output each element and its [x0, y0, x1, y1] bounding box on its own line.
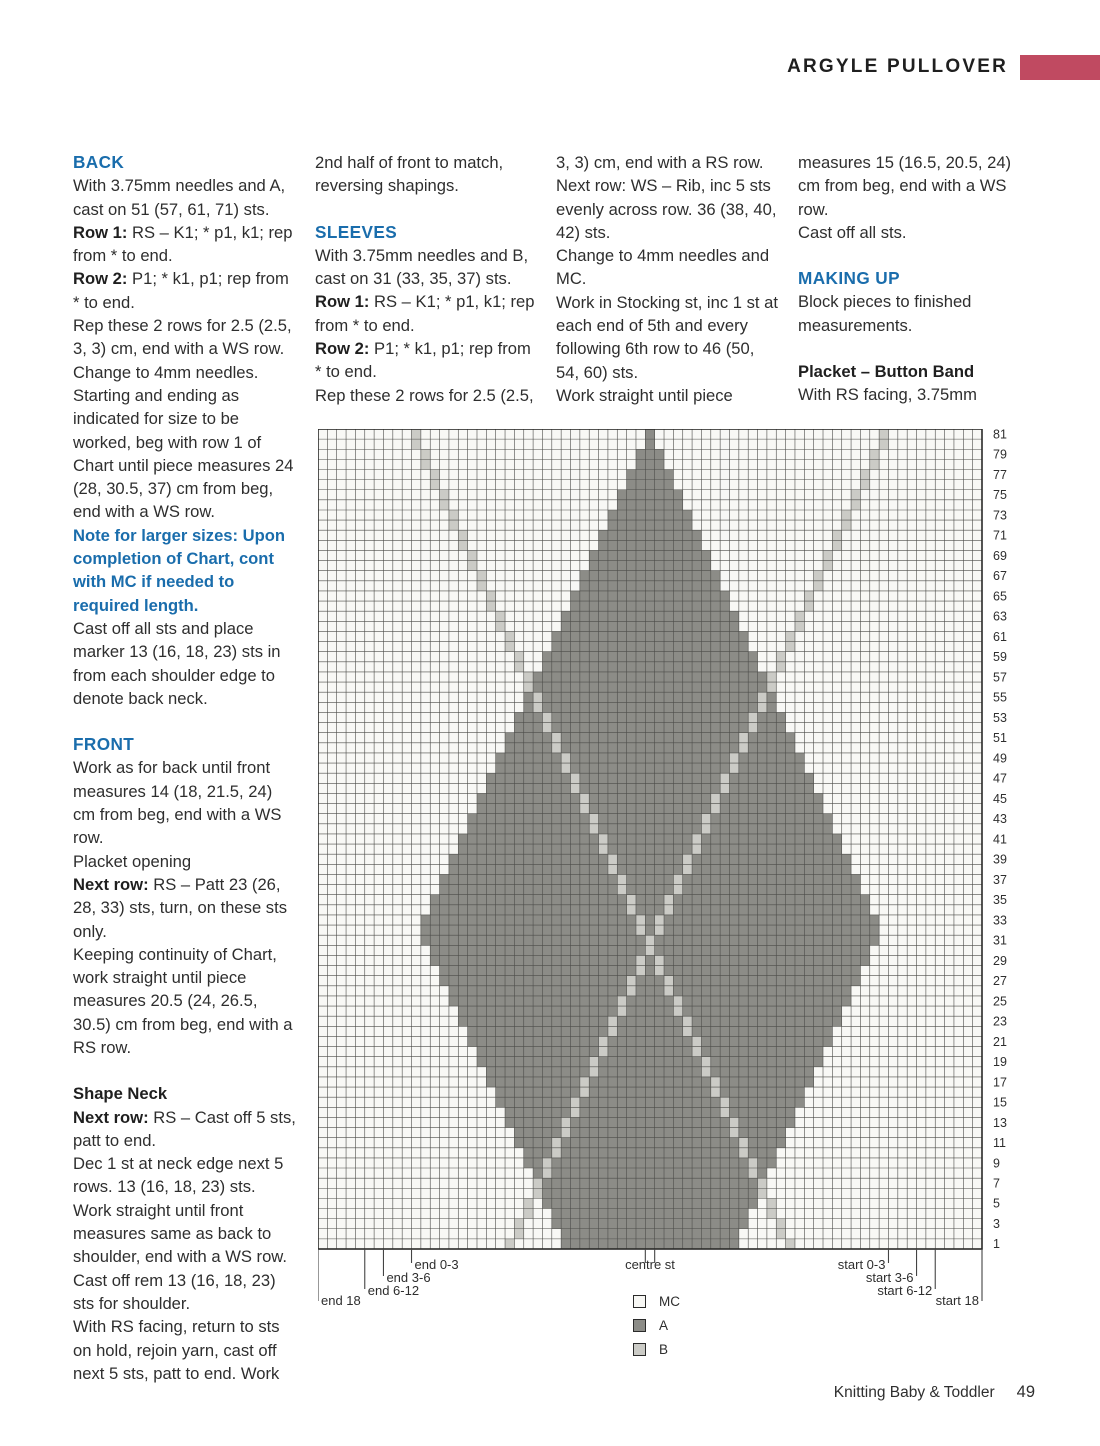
- svg-text:start 0-3: start 0-3: [837, 1257, 886, 1272]
- paragraph: Next row: RS – Patt 23 (26, 28, 33) sts, turn, on these sts only.: [73, 874, 287, 941]
- svg-text:33: 33: [993, 913, 1007, 928]
- legend-item: [633, 1289, 680, 1313]
- svg-text:75: 75: [993, 488, 1007, 503]
- svg-text:51: 51: [993, 731, 1007, 746]
- svg-text:37: 37: [993, 872, 1007, 887]
- svg-text:63: 63: [993, 609, 1007, 624]
- svg-text:17: 17: [993, 1075, 1007, 1090]
- paragraph: Row 2: P1; * k1, p1; rep from * to end.: [73, 269, 289, 312]
- svg-text:27: 27: [993, 974, 1007, 989]
- legend-item: [633, 1313, 680, 1337]
- svg-text:81: 81: [993, 429, 1007, 442]
- paragraph: Starting and ending as indicated for size to be worked, beg with row 1 of Chart until piece measures 24 (28, 30.5, 37) cm from beg, end with a WS row.: [73, 385, 294, 522]
- svg-text:45: 45: [993, 791, 1007, 806]
- svg-text:11: 11: [993, 1136, 1006, 1150]
- legend-label: A: [659, 1317, 669, 1333]
- page-title: ARGYLE PULLOVER: [787, 56, 1008, 77]
- svg-text:71: 71: [993, 528, 1007, 543]
- svg-text:15: 15: [993, 1095, 1007, 1110]
- svg-text:end 18: end 18: [321, 1293, 361, 1308]
- svg-text:67: 67: [993, 569, 1007, 584]
- paragraph: Shape Neck: [73, 1084, 168, 1104]
- text-column-2: [315, 151, 539, 407]
- svg-text:57: 57: [993, 670, 1007, 685]
- paragraph: 3, 3) cm, end with a RS row.: [556, 153, 764, 172]
- legend-swatch-b: [633, 1343, 646, 1356]
- svg-text:start 3-6: start 3-6: [865, 1270, 914, 1285]
- paragraph: Keeping continuity of Chart, work straight until piece measures 20.5 (24, 26.5, 30.5) cm from beg, end with a RS row.: [73, 944, 293, 1057]
- svg-text:35: 35: [993, 893, 1007, 908]
- paragraph: Dec 1 st at neck edge next 5 rows. 13 (16, 18, 23) sts.: [73, 1154, 284, 1197]
- svg-text:31: 31: [993, 933, 1007, 948]
- paragraph: Block pieces to finished measurements.: [798, 292, 972, 335]
- svg-text:19: 19: [993, 1055, 1007, 1070]
- svg-text:centre st: centre st: [625, 1257, 675, 1272]
- svg-text:21: 21: [993, 1034, 1007, 1049]
- paragraph: Rep these 2 rows for 2.5 (2.5, 3, 3) cm, end with a WS row.: [73, 316, 292, 359]
- svg-text:69: 69: [993, 548, 1007, 563]
- svg-text:61: 61: [993, 629, 1007, 644]
- legend-item: [633, 1337, 680, 1361]
- legend-label: B: [659, 1341, 669, 1357]
- legend-label: MC: [659, 1293, 680, 1309]
- svg-text:end 6-12: end 6-12: [367, 1283, 420, 1298]
- paragraph: Next row: WS – Rib, inc 5 sts evenly across row. 36 (38, 40, 42) sts.: [556, 176, 777, 242]
- section-heading: FRONT: [73, 734, 135, 755]
- svg-text:7: 7: [993, 1176, 1000, 1191]
- svg-text:65: 65: [993, 589, 1007, 604]
- paragraph: Placket – Button Band: [798, 362, 975, 382]
- text-column-1: [73, 151, 297, 1385]
- paragraph: With 3.75mm needles and B, cast on 31 (33, 35, 37) sts.: [315, 245, 529, 289]
- svg-text:3: 3: [993, 1216, 1000, 1231]
- svg-text:79: 79: [993, 447, 1007, 462]
- paragraph: With RS facing, return to sts on hold, rejoin yarn, cast off next 5 sts, patt to end. Work: [73, 1317, 280, 1383]
- paragraph: Cast off all sts.: [798, 222, 907, 242]
- paragraph: Work straight until front measures same as back to shoulder, end with a WS row.: [73, 1200, 287, 1267]
- svg-text:73: 73: [993, 508, 1007, 523]
- paragraph: Rep these 2 rows for 2.5 (2.5,: [315, 385, 534, 405]
- paragraph: measures 15 (16.5, 20.5, 24) cm from beg, end with a WS row.: [798, 153, 1012, 219]
- paragraph: Change to 4mm needles and MC.: [556, 246, 770, 289]
- svg-text:59: 59: [993, 650, 1007, 665]
- page-number: 49: [1016, 1383, 1035, 1401]
- text-column-4: [798, 151, 1022, 407]
- paragraph: Next row: RS – Cast off 5 sts, patt to end.: [73, 1107, 296, 1150]
- paragraph: Change to 4mm needles.: [73, 362, 259, 382]
- paragraph: Cast off rem 13 (16, 18, 23) sts for shoulder.: [73, 1270, 276, 1313]
- svg-text:1: 1: [993, 1237, 1000, 1252]
- paragraph: Cast off all sts and place marker 13 (16, 18, 23) sts in from each shoulder edge to denote back neck.: [73, 618, 281, 708]
- section-heading: MAKING UP: [798, 268, 900, 289]
- svg-text:41: 41: [993, 832, 1007, 847]
- svg-text:77: 77: [993, 467, 1007, 482]
- svg-text:49: 49: [993, 751, 1007, 766]
- paragraph: Row 1: RS – K1; * p1, k1; rep from * to end.: [73, 222, 293, 266]
- legend-swatch-a: [633, 1319, 646, 1332]
- svg-text:9: 9: [993, 1156, 1000, 1171]
- svg-text:end 0-3: end 0-3: [414, 1257, 459, 1272]
- paragraph: Row 1: RS – K1; * p1, k1; rep from * to end.: [315, 292, 535, 335]
- svg-text:23: 23: [993, 1014, 1007, 1029]
- paragraph: With RS facing, 3.75mm: [798, 385, 977, 405]
- svg-text:39: 39: [993, 852, 1007, 867]
- paragraph: Work straight until piece: [556, 385, 733, 405]
- text-column-3: [556, 151, 780, 407]
- svg-text:5: 5: [993, 1196, 1000, 1211]
- section-heading: BACK: [73, 152, 125, 172]
- svg-text:53: 53: [993, 710, 1007, 725]
- knitting-chart: [318, 429, 1030, 1311]
- page-footer: [700, 1383, 1035, 1402]
- paragraph: Row 2: P1; * k1, p1; rep from * to end.: [315, 339, 531, 382]
- header-accent-bar: [1020, 55, 1100, 80]
- book-title: Knitting Baby & Toddler: [833, 1384, 995, 1401]
- paragraph: Placket opening: [73, 851, 192, 871]
- paragraph: 2nd half of front to match, reversing shapings.: [315, 153, 504, 196]
- svg-text:start 18: start 18: [935, 1293, 979, 1308]
- paragraph: Work in Stocking st, inc 1 st at each end of 5th and every following 6th row to 46 (50, 54, 60) sts.: [556, 292, 778, 382]
- section-heading: SLEEVES: [315, 221, 398, 242]
- paragraph: With 3.75mm needles and A, cast on 51 (57, 61, 71) sts.: [73, 176, 286, 219]
- svg-text:25: 25: [993, 994, 1007, 1009]
- svg-text:43: 43: [993, 812, 1007, 827]
- paragraph: Note for larger sizes: Upon completion of Chart, cont with MC if needed to required length.: [73, 525, 286, 615]
- chart-legend: [633, 1289, 680, 1361]
- svg-text:13: 13: [993, 1115, 1007, 1130]
- svg-text:start 6-12: start 6-12: [877, 1283, 933, 1298]
- svg-text:end 3-6: end 3-6: [386, 1270, 431, 1285]
- legend-swatch-mc: [633, 1295, 646, 1308]
- svg-text:47: 47: [993, 771, 1007, 786]
- svg-text:55: 55: [993, 690, 1007, 705]
- svg-text:29: 29: [993, 953, 1007, 968]
- paragraph: Work as for back until front measures 14 (18, 21.5, 24) cm from beg, end with a WS row.: [73, 758, 282, 848]
